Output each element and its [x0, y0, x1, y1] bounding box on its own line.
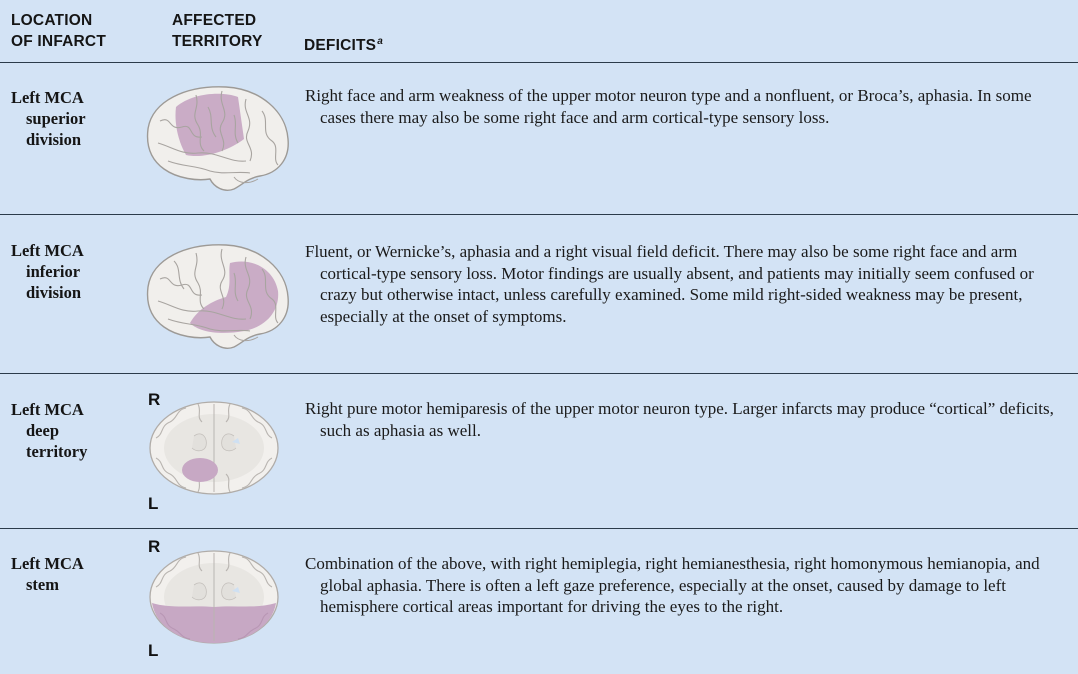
location-line: division — [26, 130, 82, 149]
location-line: territory — [26, 442, 88, 461]
location-cell — [11, 553, 84, 595]
location-line: stem — [26, 575, 59, 594]
location-line: inferior — [26, 262, 81, 281]
location-line: Left MCA — [11, 554, 84, 573]
location-cell — [11, 87, 86, 150]
table-row — [0, 215, 1078, 374]
axial-brain-stem-territory-icon — [146, 547, 282, 647]
lateral-brain-superior-division-icon — [138, 81, 294, 193]
lateral-brain-inferior-division-icon — [138, 239, 294, 351]
table-row — [0, 374, 1078, 529]
location-line: Left MCA — [11, 241, 84, 260]
deficits-text: Combination of the above, with right hemiplegia, right hemianesthesia, right homonymous hemianopia, and global aphasia. There is often a left gaze preference, especially at the onset, caused by damage to left hemisphere cortical areas important for driving the eyes to the right. — [305, 554, 1040, 616]
header-territory-line2: TERRITORY — [172, 33, 263, 50]
location-line: superior — [26, 109, 86, 128]
table-row — [0, 529, 1078, 674]
location-line: division — [26, 283, 82, 302]
header-territory — [172, 10, 263, 52]
orientation-left-label: L — [148, 641, 159, 660]
location-line: Left MCA — [11, 88, 84, 107]
location-cell — [11, 240, 84, 303]
header-location — [11, 10, 106, 52]
table-row — [0, 63, 1078, 215]
location-line: deep — [26, 421, 59, 440]
orientation-right-label: R — [148, 390, 161, 409]
deficits-text: Right face and arm weakness of the upper motor neuron type and a nonfluent, or Broca’s, aphasia. In some cases there may also be some right face and arm cortical-type sensory loss. — [305, 86, 1032, 127]
header-deficits — [304, 31, 383, 56]
deficits-text: Fluent, or Wernicke’s, aphasia and a right visual field deficit. There may also be some right face and arm cortical-type sensory loss. Motor findings are usually absent, and patients may initially seem confused or crazy but otherwise intact, unless carefully examined. Some mild right-sided weakness may be present, especially at the onset of symptoms. — [305, 242, 1034, 326]
header-territory-line1: AFFECTED — [172, 12, 257, 29]
orientation-left-label: L — [148, 494, 159, 513]
table-header — [0, 0, 1078, 63]
header-location-line1: LOCATION — [11, 12, 93, 29]
location-line: Left MCA — [11, 400, 84, 419]
orientation-right-label: R — [148, 537, 161, 556]
header-location-line2: OF INFARCT — [11, 33, 106, 50]
deficits-text: Right pure motor hemiparesis of the upper motor neuron type. Larger infarcts may produce “cortical” deficits, such as aphasia as well. — [305, 399, 1054, 440]
axial-brain-deep-territory-icon — [146, 398, 282, 498]
location-cell — [11, 399, 87, 462]
header-deficits-label: DEFICITS — [304, 37, 377, 54]
header-deficits-footnote: a — [377, 36, 383, 47]
